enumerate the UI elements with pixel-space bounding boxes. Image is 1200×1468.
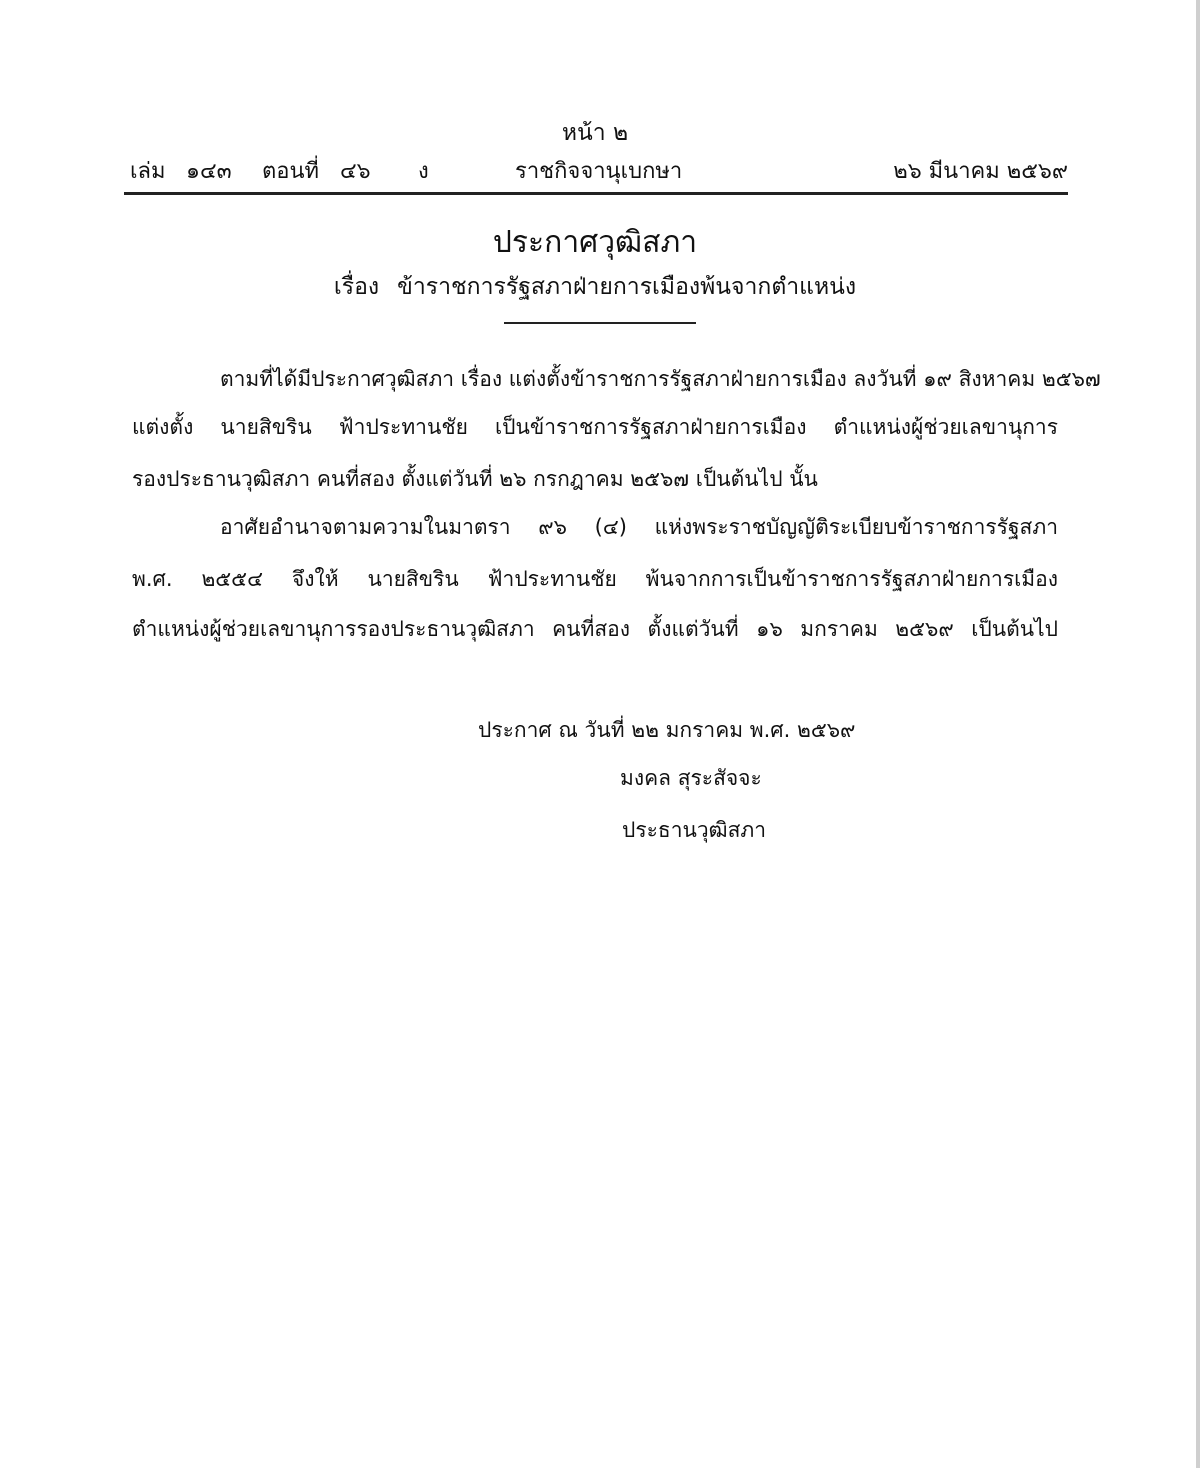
signatory-position: ประธานวุฒิสภา — [622, 818, 767, 842]
issue-label: ตอนที่ — [262, 159, 320, 184]
document-title: ประกาศวุฒิสภา — [492, 225, 698, 260]
issue-number: ๔๖ — [340, 159, 371, 184]
subject-text: ข้าราชการรัฐสภาฝ่ายการเมืองพ้นจากตำแหน่ง — [397, 274, 857, 300]
volume-number: ๑๔๓ — [186, 159, 232, 184]
subject-label: เรื่อง — [333, 274, 380, 300]
paragraph-1-line-3: รองประธานวุฒิสภา คนที่สอง ตั้งแต่วันที่ ๒๖ กรกฎาคม ๒๕๖๗ เป็นต้นไป นั้น — [132, 467, 818, 491]
paragraph-2-line-1: อาศัยอำนาจตามความในมาตรา ๙๖ (๔) แห่งพระราชบัญญัติระเบียบข้าราชการรัฐสภา — [220, 515, 1058, 539]
paragraph-1-line-1: ตามที่ได้มีประกาศวุฒิสภา เรื่อง แต่งตั้งข้าราชการรัฐสภาฝ่ายการเมือง ลงวันที่ ๑๙ สิงหาคม ๒๕๖๗ — [220, 367, 1101, 391]
subject-line — [0, 270, 1190, 304]
paragraph-2-line-2: พ.ศ. ๒๕๕๔ จึงให้ นายสิขริน ฟ้าประทานชัย พ้นจากการเป็นข้าราชการรัฐสภาฝ่ายการเมือง — [132, 567, 1058, 591]
gazette-header — [128, 154, 1068, 190]
header-divider — [124, 192, 1068, 195]
volume-label: เล่ม — [130, 159, 166, 184]
section-letter: ง — [418, 159, 429, 184]
title-divider — [504, 322, 696, 324]
paragraph-1-line-2: แต่งตั้ง นายสิขริน ฟ้าประทานชัย เป็นข้าราชการรัฐสภาฝ่ายการเมือง ตำแหน่งผู้ช่วยเลขานุการ — [132, 415, 1058, 439]
publication-date: ๒๖ มีนาคม ๒๕๖๙ — [893, 159, 1068, 184]
announcement-date: ประกาศ ณ วันที่ ๒๒ มกราคม พ.ศ. ๒๕๖๙ — [478, 718, 856, 742]
page-edge — [1196, 0, 1200, 1468]
signatory-name: มงคล สุระสัจจะ — [620, 766, 762, 790]
gazette-name: ราชกิจจานุเบกษา — [515, 159, 683, 184]
paragraph-2-line-3: ตำแหน่งผู้ช่วยเลขานุการรองประธานวุฒิสภา คนที่สอง ตั้งแต่วันที่ ๑๖ มกราคม ๒๕๖๙ เป็นต้นไป — [132, 617, 1058, 641]
page-number: หน้า ๒ — [561, 120, 629, 146]
